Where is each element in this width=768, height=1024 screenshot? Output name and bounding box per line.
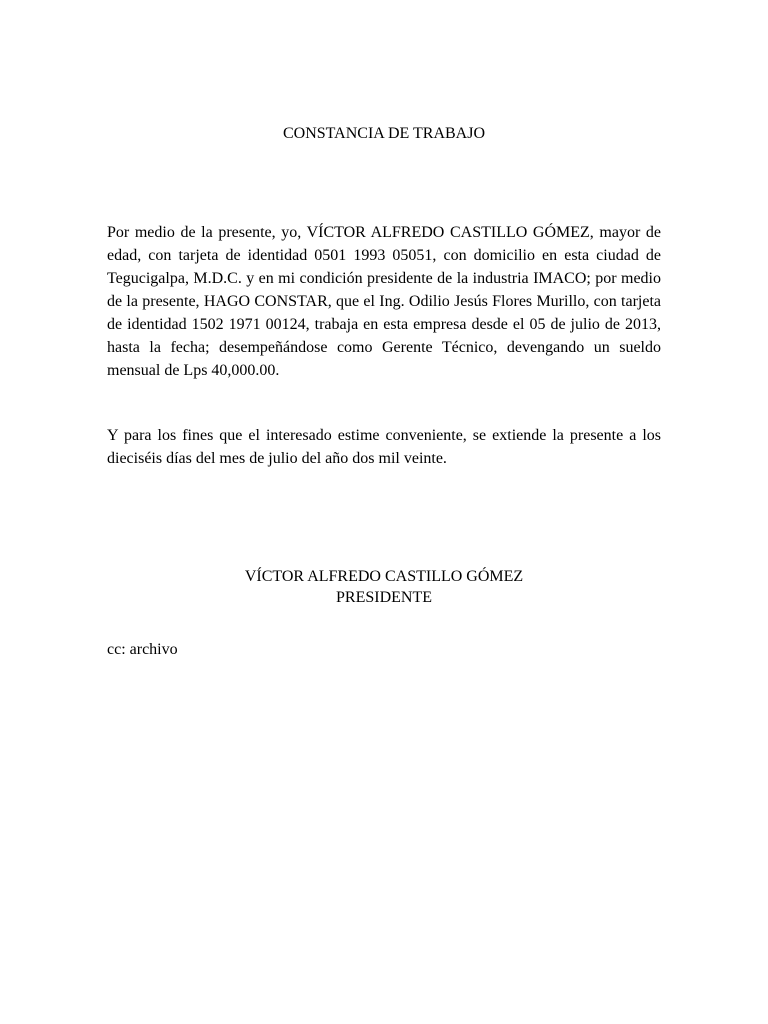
signature-block [0, 566, 768, 608]
body-paragraph-closing: Y para los fines que el interesado estime conveniente, se extiende la presente a los dieciséis días del mes de julio del año dos mil veinte. [107, 427, 661, 467]
signature-role: PRESIDENTE [336, 589, 432, 606]
document-title: CONSTANCIA DE TRABAJO [283, 125, 485, 142]
signature-name: VÍCTOR ALFREDO CASTILLO GÓMEZ [244, 568, 524, 585]
body-paragraph-certification: Por medio de la presente, yo, VÍCTOR ALFREDO CASTILLO GÓMEZ, mayor de edad, con tarjeta de identidad 0501 1993 05051, con domicilio en esta ciudad de Tegucigalpa, M.D.C. y en mi condición presidente de la industria IMACO; por medio de la presente, HAGO CONSTAR, que el Ing. Odilio Jesús Flores Murillo, con tarjeta de identidad 1502 1971 00124, trabaja en esta empresa desde el 05 de julio de 2013, hasta la fecha; desempeñándose como Gerente Técnico, devengando un sueldo mensual de Lps 40,000.00. [107, 224, 661, 379]
cc-note: cc: archivo [107, 641, 178, 658]
